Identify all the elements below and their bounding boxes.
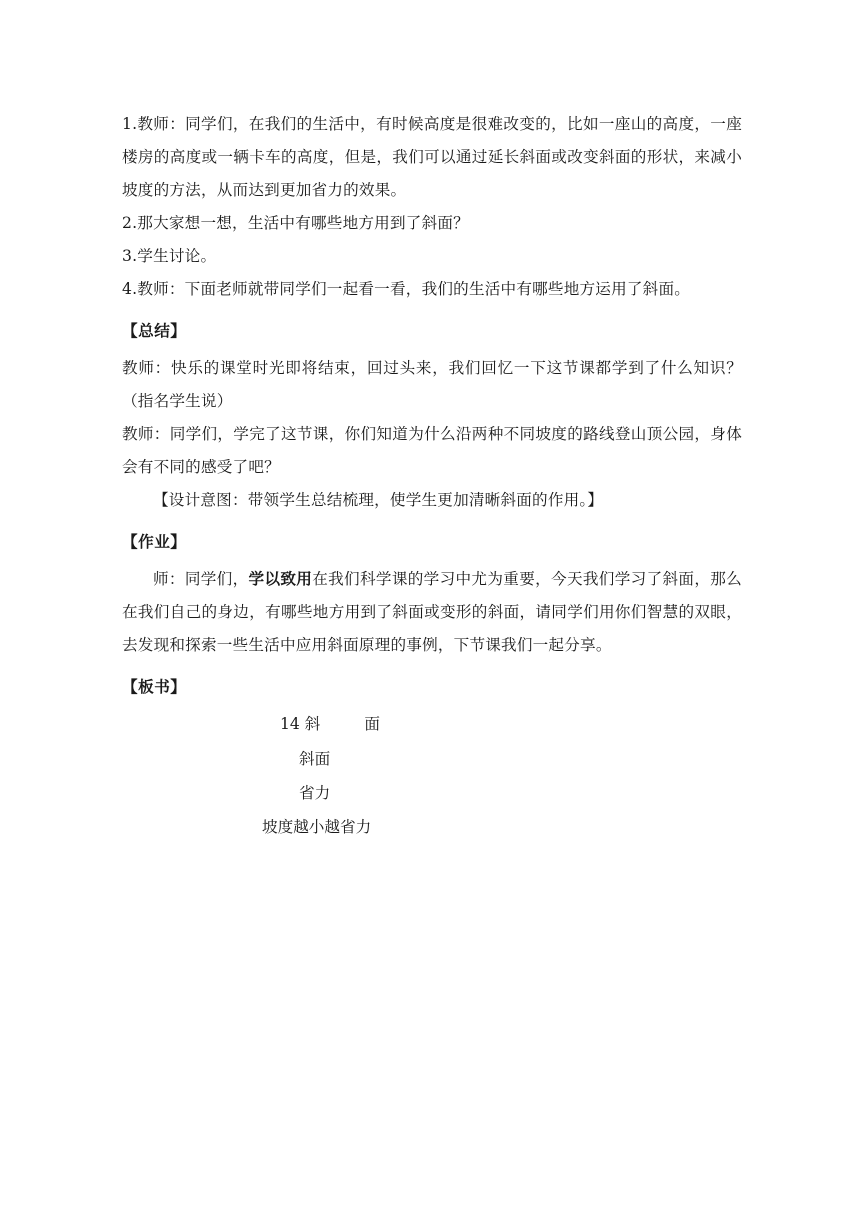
board-title-right: 面	[364, 715, 381, 733]
board-line-conclusion: 坡度越小越省力	[262, 818, 372, 836]
document-body	[122, 108, 742, 848]
blackboard-outline	[122, 708, 742, 848]
board-title-left: 14 斜	[280, 715, 321, 733]
lesson-paragraph-1: 1.教师：同学们，在我们的生活中，有时候高度是很难改变的，比如一座山的高度，一座楼房的高度或一辆卡车的高度，但是，我们可以通过延长斜面或改变斜面的形状，来减小坡度的方法，从而达到更加省力的效果。	[122, 115, 742, 199]
lesson-paragraph-2: 2.那大家想一想，生活中有哪些地方用到了斜面？	[122, 214, 469, 232]
board-line-incline: 斜面	[299, 750, 331, 768]
board-title	[280, 708, 380, 741]
homework-heading: 【作业】	[122, 533, 187, 551]
homework-emphasis: 学以致用	[248, 570, 313, 588]
board-heading: 【板书】	[122, 678, 187, 696]
design-intent-note: 【设计意图：带领学生总结梳理，使学生更加清晰斜面的作用。】	[153, 491, 604, 509]
summary-paragraph-1: 教师：快乐的课堂时光即将结束，回过头来，我们回忆一下这节课都学到了什么知识？（指名学生说）	[122, 359, 742, 410]
homework-paragraph	[122, 563, 742, 662]
summary-heading: 【总结】	[122, 322, 187, 340]
board-line-save-effort: 省力	[299, 784, 331, 802]
summary-paragraph-2: 教师：同学们，学完了这节课，你们知道为什么沿两种不同坡度的路线登山顶公园，身体会有不同的感受了吧？	[122, 425, 742, 476]
lesson-paragraph-4: 4.教师：下面老师就带同学们一起看一看，我们的生活中有哪些地方运用了斜面。	[122, 280, 691, 298]
lesson-paragraph-3: 3.学生讨论。	[122, 247, 217, 265]
homework-rest: 在我们科学课的学习中尤为重要，今天我们学习了斜面，那么在我们自己的身边，有哪些地方用到了斜面或变形的斜面，请同学们用你们智慧的双眼，去发现和探索一些生活中应用斜面原理的事例，下节课我们一起分享。	[122, 570, 742, 654]
homework-lead: 师：同学们，	[153, 570, 249, 588]
